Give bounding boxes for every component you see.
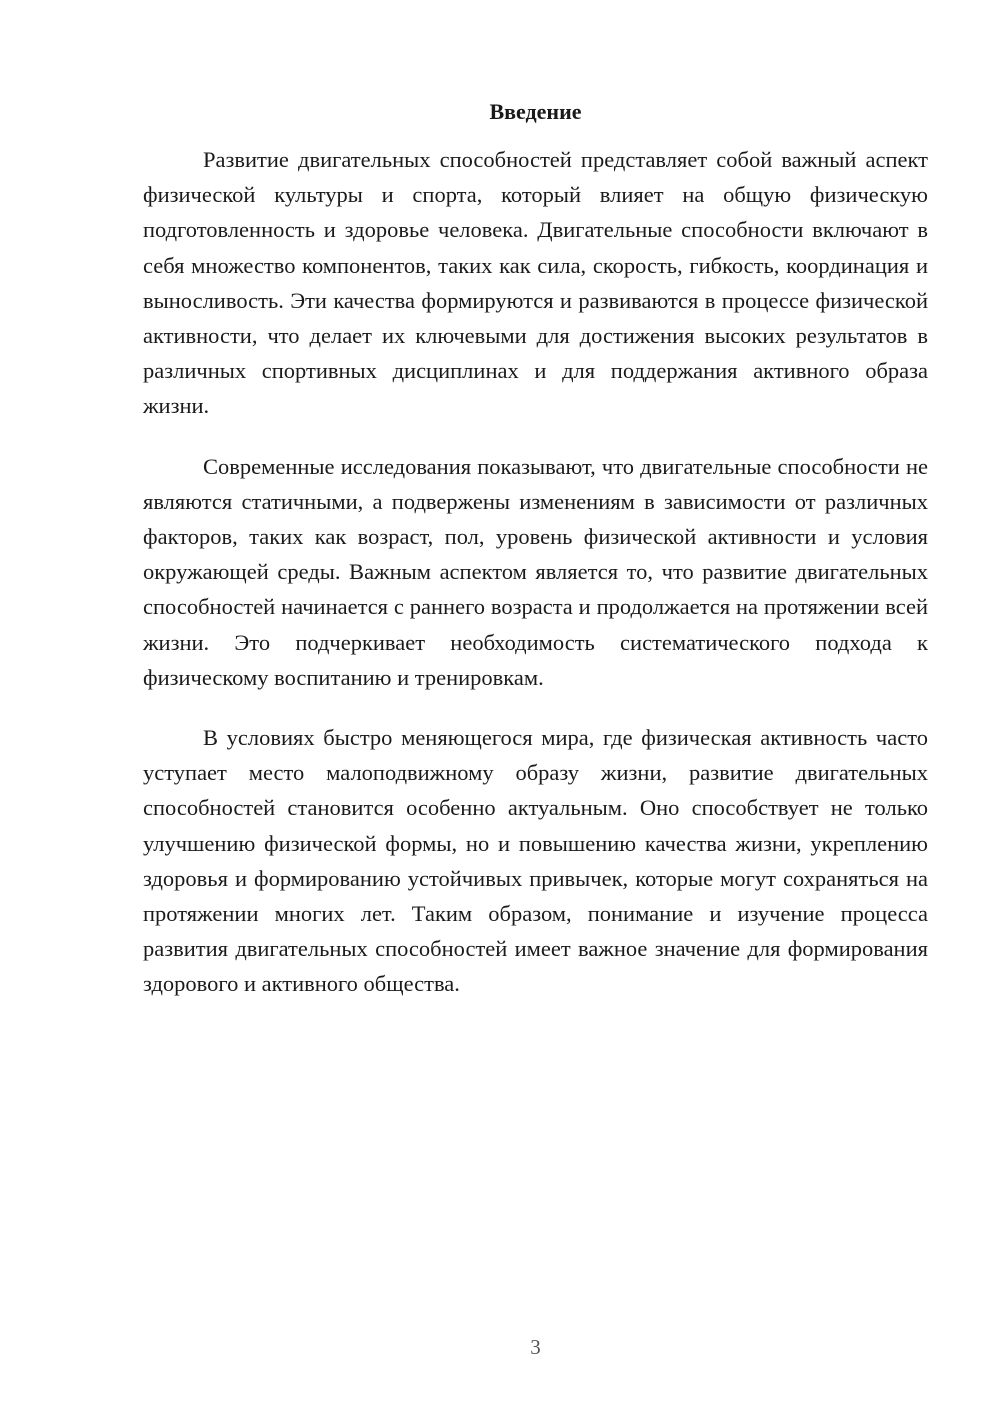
paragraph-2: Современные исследования показывают, что двигательные способности не являются статичными, а подвержены изменениям в зависимости от различных факторов, таких как возраст, пол, уровень физической активности и условия окружающей среды. Важным аспектом является то, что развитие двигательных способностей начинается с раннего возраста и продолжается на протяжении всей жизни. Это подчеркивает необходимость систематического подхода к физическому воспитанию и тренировкам. <box>143 453 928 690</box>
body-text <box>143 142 928 1027</box>
paragraph-1: Развитие двигательных способностей представляет собой важный аспект физической культуры и спорта, который влияет на общую физическую подготовленность и здоровье человека. Двигательные способности включают в себя множество компонентов, таких как сила, скорость, гибкость, координация и выносливость. Эти качества формируются и развиваются в процессе физической активности, что делает их ключевыми для достижения высоких результатов в различных спортивных дисциплинах и для поддержания активного образа жизни. <box>143 147 928 419</box>
paragraph-3: В условиях быстро меняющегося мира, где физическая активность часто уступает место малоподвижному образу жизни, развитие двигательных способностей становится особенно актуальным. Оно способствует не только улучшению физической формы, но и повышению качества жизни, укреплению здоровья и формированию устойчивых привычек, которые могут сохраняться на протяжении многих лет. Таким образом, понимание и изучение процесса развития двигательных способностей имеет важное значение для формирования здорового и активного общества. <box>143 725 928 997</box>
section-title: Введение <box>489 99 582 124</box>
page-number: 3 <box>530 1335 541 1359</box>
